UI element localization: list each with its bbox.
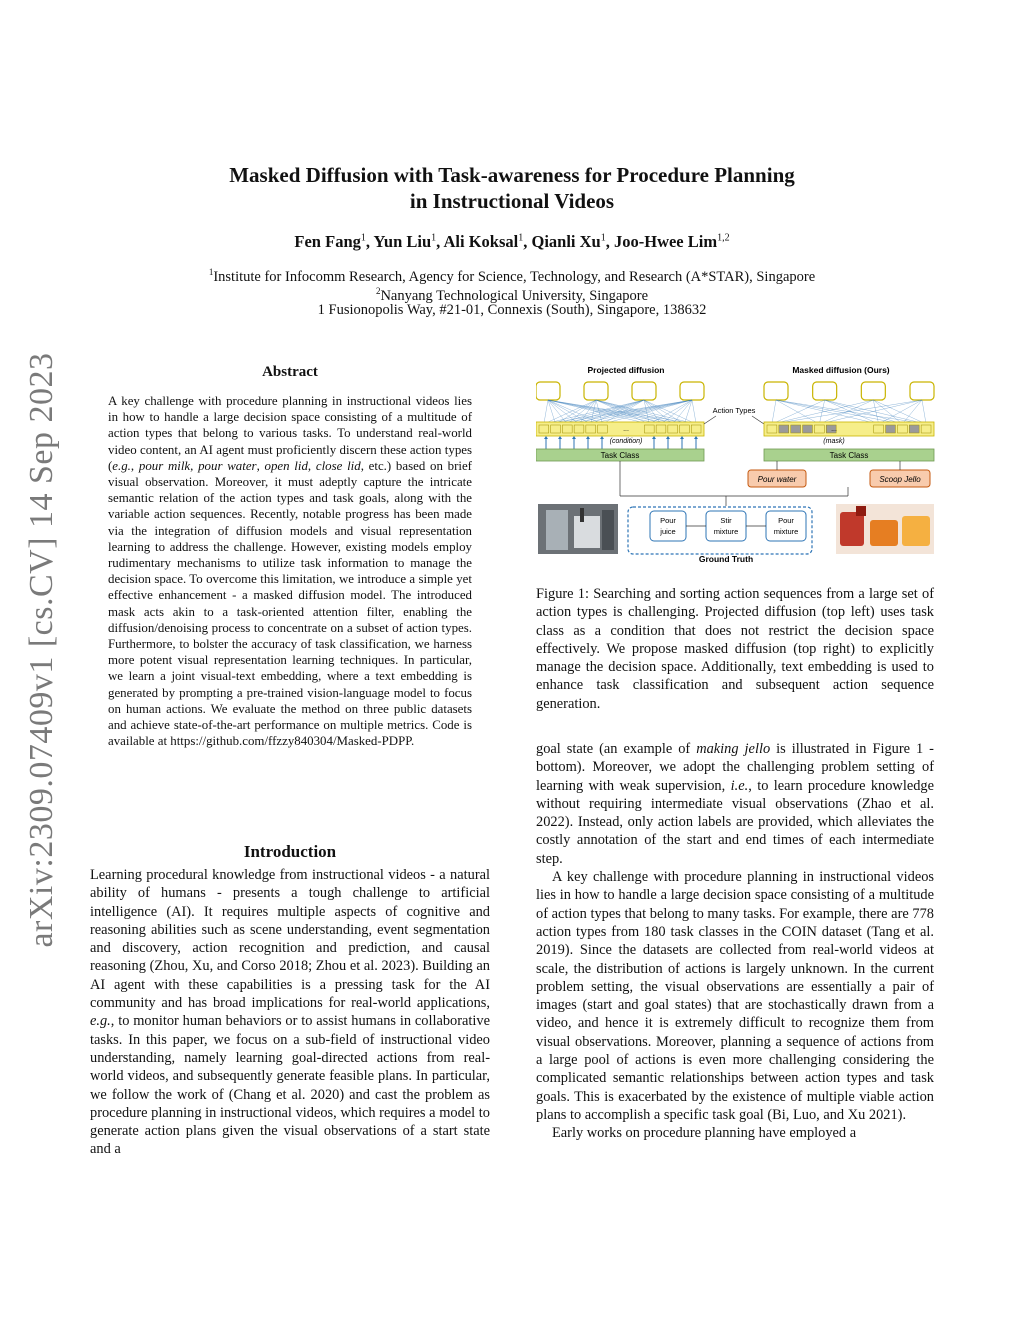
- author-3: Ali Koksal$^1$: [443, 232, 524, 251]
- right-output-box: [910, 382, 934, 400]
- right-action-cell: [767, 425, 777, 433]
- svg-text:Pour: Pour: [660, 516, 676, 525]
- abstract-heading: Abstract: [262, 364, 318, 380]
- left-action-cell: [644, 425, 654, 433]
- affiliation-1: $^1$Institute for Infocomm Research, Agency for Science, Technology, and Research (A*STAR), Singapore: [208, 267, 816, 285]
- author-4: Qianli Xu$^1$: [531, 232, 606, 251]
- right-action-cell: [791, 425, 801, 433]
- right-connection-lines: [772, 400, 926, 424]
- introduction-body: Learning procedural knowledge from instructional videos - a natural ability of humans - presents a tough challenge to artificial intelligence (AI). It requires multiple aspects of cognitive and reasoning abilities such as scene understanding, event segmentation and discovery, action recognition and prediction, and causal reasoning (Zhou, Xu, and Corso 2018; Zhou et al. 2023). Building an AI agent with these capabilities is a pressing task for the AI community and has broad implications for real-world applications, e.g., to monitor human behaviors or to assist humans in collaborative tasks. In this paper, we focus on a sub-field of instructional video understanding, namely learning goal-directed actions from real-world videos, and subsequently generate feasible plans. In particular, we follow the work of (Chang et al. 2020) and cast the problem as procedure planning in instructional videos, which requires a model to generate action plans given the visual observations of a start state and a: [90, 867, 490, 1158]
- arxiv-id: arXiv:2309.07409v1 [cs.CV] 14 Sep 2023: [23, 352, 60, 948]
- svg-text:mixture: mixture: [773, 527, 799, 536]
- condition-arrow-head: [680, 436, 684, 439]
- condition-arrow-head: [600, 436, 604, 439]
- condition-arrow-head: [694, 436, 698, 439]
- right-connection-line: [772, 400, 776, 424]
- label-ground-truth: Ground Truth: [698, 554, 754, 564]
- label-condition: (condition): [609, 438, 643, 445]
- right-output-box: [861, 382, 885, 400]
- right-action-cell: [921, 425, 931, 433]
- condition-arrow-head: [666, 436, 670, 439]
- left-action-cell: [668, 425, 678, 433]
- author-list: Fen Fang$^1$, Yun Liu$^1$, Ali Koksal$^1$, Qianli Xu$^1$, Joo-Hwee Lim$^{1,2}$: [294, 232, 730, 251]
- left-output-boxes: [536, 382, 704, 400]
- label-mask: (mask): [823, 438, 845, 445]
- label-projected-diffusion: Projected diffusion: [587, 365, 665, 375]
- right-action-bar: [764, 422, 934, 436]
- pour-water-label: Pour water: [757, 475, 797, 484]
- condition-arrow-head: [572, 436, 576, 439]
- title-line-1: Masked Diffusion with Task-awareness for Procedure Planning: [229, 163, 795, 187]
- right-action-cell: [886, 425, 896, 433]
- left-connection-line: [692, 400, 696, 424]
- right-output-boxes: [764, 382, 934, 400]
- left-output-box: [680, 382, 704, 400]
- right-output-box: [764, 382, 788, 400]
- right-connection-line: [902, 400, 922, 424]
- task-tree-lines: [620, 461, 848, 506]
- masked-diffusion-panel: [748, 365, 934, 487]
- paragraph-key-challenge: A key challenge with procedure planning in instructional videos lies in how to handle a large decision space consisting of a multitude of action types that belong to many tasks. For example, there are 778 action types from 180 task classes in the COIN dataset (Tang et al. 2019). Since the datasets are collected from real-world videos at scale, the distribution of actions is largely unknown. In the current problem setting, the visual observations are essentially a pair of images (start and goal states) that are stochastically drawn from a video, and hence it is extremely difficult to recognize them from visual observations. Moreover, planning a sequence of actions from a large pool of actions is even more challenging considering the complicated semantic relationships between action types and task goals. This is exacerbated by the existence of multiple viable action plans to accomplish a specific task goal (Bi, Luo, and Xu 2021).: [536, 869, 934, 1123]
- left-action-cell: [562, 425, 572, 433]
- left-action-cell: [680, 425, 690, 433]
- svg-text:juice: juice: [660, 527, 676, 536]
- author-5: Joo-Hwee Lim$^{1,2}$: [613, 232, 730, 251]
- condition-arrow-head: [586, 436, 590, 439]
- condition-arrow-head: [544, 436, 548, 439]
- paper-title: [0, 162, 1024, 214]
- figure-1: [536, 360, 936, 570]
- projected-diffusion-panel: [536, 365, 704, 461]
- title-line-2: in Instructional Videos: [409, 189, 615, 213]
- left-connection-lines: [544, 400, 696, 424]
- left-connection-line: [544, 400, 548, 424]
- right-action-cell: [814, 425, 824, 433]
- action-types-pointer-right: [752, 416, 764, 424]
- right-output-box: [813, 382, 837, 400]
- left-action-cell: [656, 425, 666, 433]
- affiliation-address: 1 Fusionopolis Way, #21-01, Connexis (South), Singapore, 138632: [317, 302, 707, 318]
- left-action-cell: [574, 425, 584, 433]
- left-action-cell: [691, 425, 701, 433]
- left-action-cell: [586, 425, 596, 433]
- right-action-cell: [874, 425, 884, 433]
- start-state-image: [538, 504, 618, 554]
- right-dots-label: ...: [831, 426, 837, 433]
- ground-truth-steps: [650, 511, 806, 541]
- right-action-cell: [897, 425, 907, 433]
- left-action-cell: [598, 425, 608, 433]
- paragraph-goal-state: goal state (an example of making jello is illustrated in Figure 1 - bottom). Moreover, we adopt the challenging problem setting of learning with weak supervision, i.e., to learn procedure knowledge without requiring intermediate visual observations (Zhao et al. 2022). Instead, only action labels are provided, which alleviates the costly annotation of the start and end times of each intermediate step.: [536, 741, 934, 867]
- right-action-cell: [909, 425, 919, 433]
- left-output-box: [536, 382, 560, 400]
- scoop-jello-label: Scoop Jello: [879, 475, 921, 484]
- label-action-types: Action Types: [712, 406, 756, 415]
- goal-state-image: [836, 504, 934, 554]
- right-action-cell: [779, 425, 789, 433]
- figure-1-caption: Figure 1: Searching and sorting action sequences from a large set of action types is challenging. Projected diffusion (top left) uses task class as a condition that does not restrict the decision space effectively. We propose masked diffusion (top right) to explicitly manage the decision space. Additionally, text embedding is used to enhance task classification and subsequent action sequence generation.: [536, 586, 934, 712]
- right-task-class-label: Task Class: [829, 451, 869, 460]
- left-action-bar: [536, 422, 704, 436]
- svg-text:Pour: Pour: [778, 516, 794, 525]
- left-output-box: [632, 382, 656, 400]
- right-connection-line: [819, 400, 824, 424]
- condition-arrow-head: [652, 436, 656, 439]
- abstract-body: A key challenge with procedure planning in instructional videos lies in how to handle a large decision space consisting of a multitude of action types that belong to various tasks. To understand real-world video content, an AI agent must proficiently discern these action types (e.g., pour milk, pour water, open lid, close lid, etc.) based on brief visual observation. Moreover, it must adeptly capture the intricate semantic relation of the action types and task goals, along with the variable action sequences. Recently, notable progress has been made via the integration of diffusion models and visual representation learning to address the challenge. However, existing models employ rudimentary mechanisms to utilize task information to manage the decision space. To overcome this limitation, we introduce a simple yet effective enhancement - a masked diffusion model. The introduced mask acts akin to a task-oriented attention filter, enabling the diffusion/denoising process to concentrate on a subset of action types. Furthermore, to bolster the accuracy of task classification, we harness more potent visual representation learning techniques. In particular, we learn a joint visual-text embedding, where a text embedding is generated by prompting a pre-trained vision-language model to focus on human actions. We evaluate the method on three public datasets and achieve state-of-the-art performance on multiple metrics. Code is available at https://github.com/ffzzy840304/Masked-PDPP.: [108, 394, 472, 749]
- left-connection-line: [548, 400, 661, 424]
- left-action-cell: [551, 425, 561, 433]
- arxiv-stamp: [14, 352, 70, 948]
- label-masked-diffusion: Masked diffusion (Ours): [792, 365, 890, 375]
- author-2: Yun Liu$^1$: [373, 232, 437, 251]
- author-1: Fen Fang$^1$: [294, 232, 366, 251]
- left-connection-line: [579, 400, 692, 424]
- introduction-heading: Introduction: [243, 842, 337, 861]
- left-output-box: [584, 382, 608, 400]
- svg-text:Stir: Stir: [720, 516, 732, 525]
- right-connection-line: [772, 400, 873, 424]
- right-column-body: [536, 740, 934, 1143]
- right-action-cell: [803, 425, 813, 433]
- left-dots-label: ...: [623, 426, 629, 433]
- paragraph-early-works: Early works on procedure planning have employed a: [552, 1125, 857, 1142]
- condition-arrow-head: [558, 436, 562, 439]
- svg-text:mixture: mixture: [713, 527, 739, 536]
- left-task-class-label: Task Class: [600, 451, 640, 460]
- right-connection-line: [922, 400, 926, 424]
- action-types-pointer-left: [704, 416, 716, 424]
- left-action-cell: [539, 425, 549, 433]
- affiliation-2: $^2$Nanyang Technological University, Singapore: [375, 286, 649, 304]
